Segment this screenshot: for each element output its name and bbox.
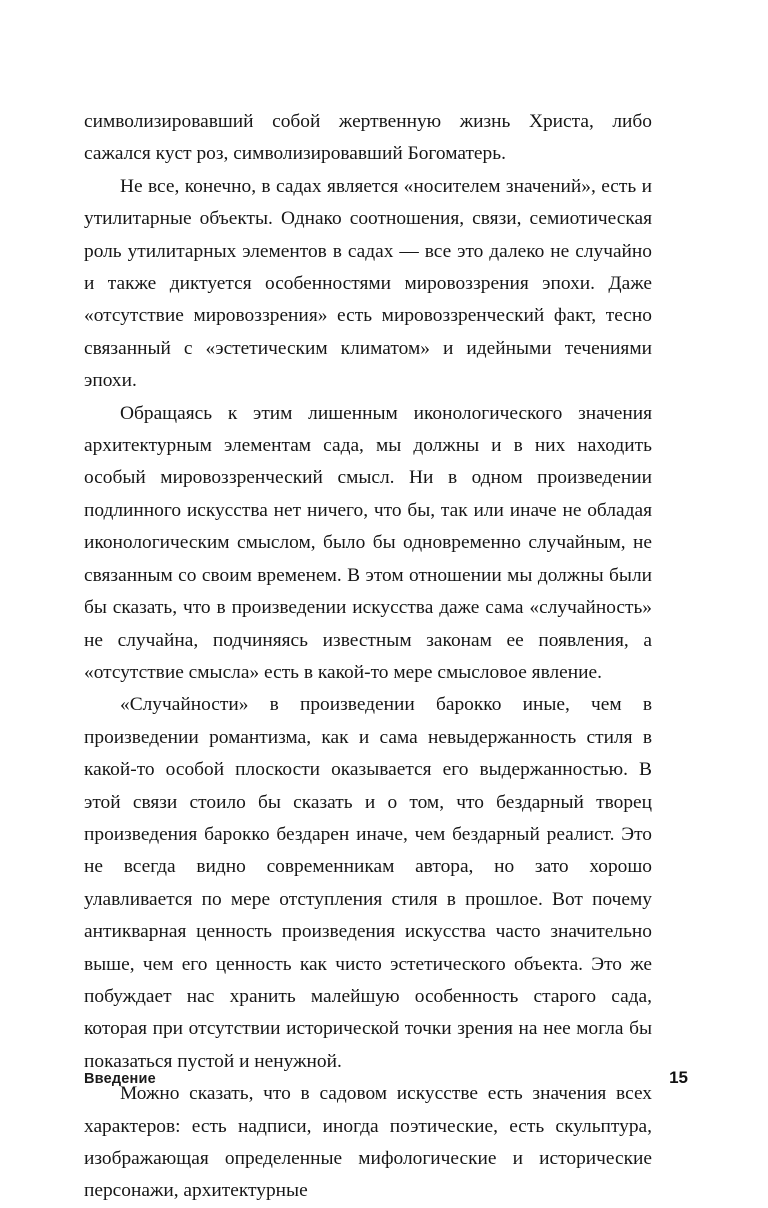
footer-section-title: Введение xyxy=(84,1071,156,1087)
paragraph: «Случайности» в произведении барокко иные, чем в произведении романтизма, как и сама невыдержанность стиля в какой-то особой плоскости оказывается его выдержанностью. В этой связи стоило бы сказать и о том, что бездарный творец произведения барокко бездарен иначе, чем бездарный реалист. Это не всегда видно современникам автора, но зато хорошо улавливается по мере отступления стиля в прошлое. Вот почему антикварная ценность произведения искусства часто значительно выше, чем его ценность как чисто эстетического объекта. Это же побуждает нас хранить малейшую особенность старого сада, которая при отсутствии исторической точки зрения на нее могла бы показаться пустой и ненужной. xyxy=(84,694,652,1072)
text-column xyxy=(84,106,652,1208)
paragraph: Обращаясь к этим лишенным иконологического значения архитектурным элементам сада, мы должны и в них находить особый мировоззренческий смысл. Ни в одном произведении подлинного искусства нет ничего, что бы, так или иначе не обладая иконологическим смыслом, было бы одновременно случайным, не связанным со своим временем. В этом отношении мы должны были бы сказать, что в произведении искусства даже сама «случайность» не случайна, подчиняясь известным законам ее появления, а «отсутствие смысла» есть в какой-то мере смысловое явление. xyxy=(84,402,652,683)
page-number: 15 xyxy=(669,1068,688,1087)
paragraph: Можно сказать, что в садовом искусстве есть значения всех характеров: есть надписи, иногда поэтические, есть скульптура, изображающая определенные мифологические и исторические персонажи, архитектурные xyxy=(84,1083,652,1202)
page-footer xyxy=(84,1068,688,1088)
paragraph: символизировавший собой жертвенную жизнь Христа, либо сажался куст роз, символизировавший Богоматерь. xyxy=(84,111,652,165)
paragraph: Не все, конечно, в садах является «носителем значений», есть и утилитарные объекты. Однако соотношения, связи, семиотическая роль утилитарных элементов в садах — все это далеко не случайно и также диктуется особенностями мировоззрения эпохи. Даже «отсутствие мировоззрения» есть мировоззренческий факт, тесно связанный с «эстетическим климатом» и идейными течениями эпохи. xyxy=(84,175,652,392)
